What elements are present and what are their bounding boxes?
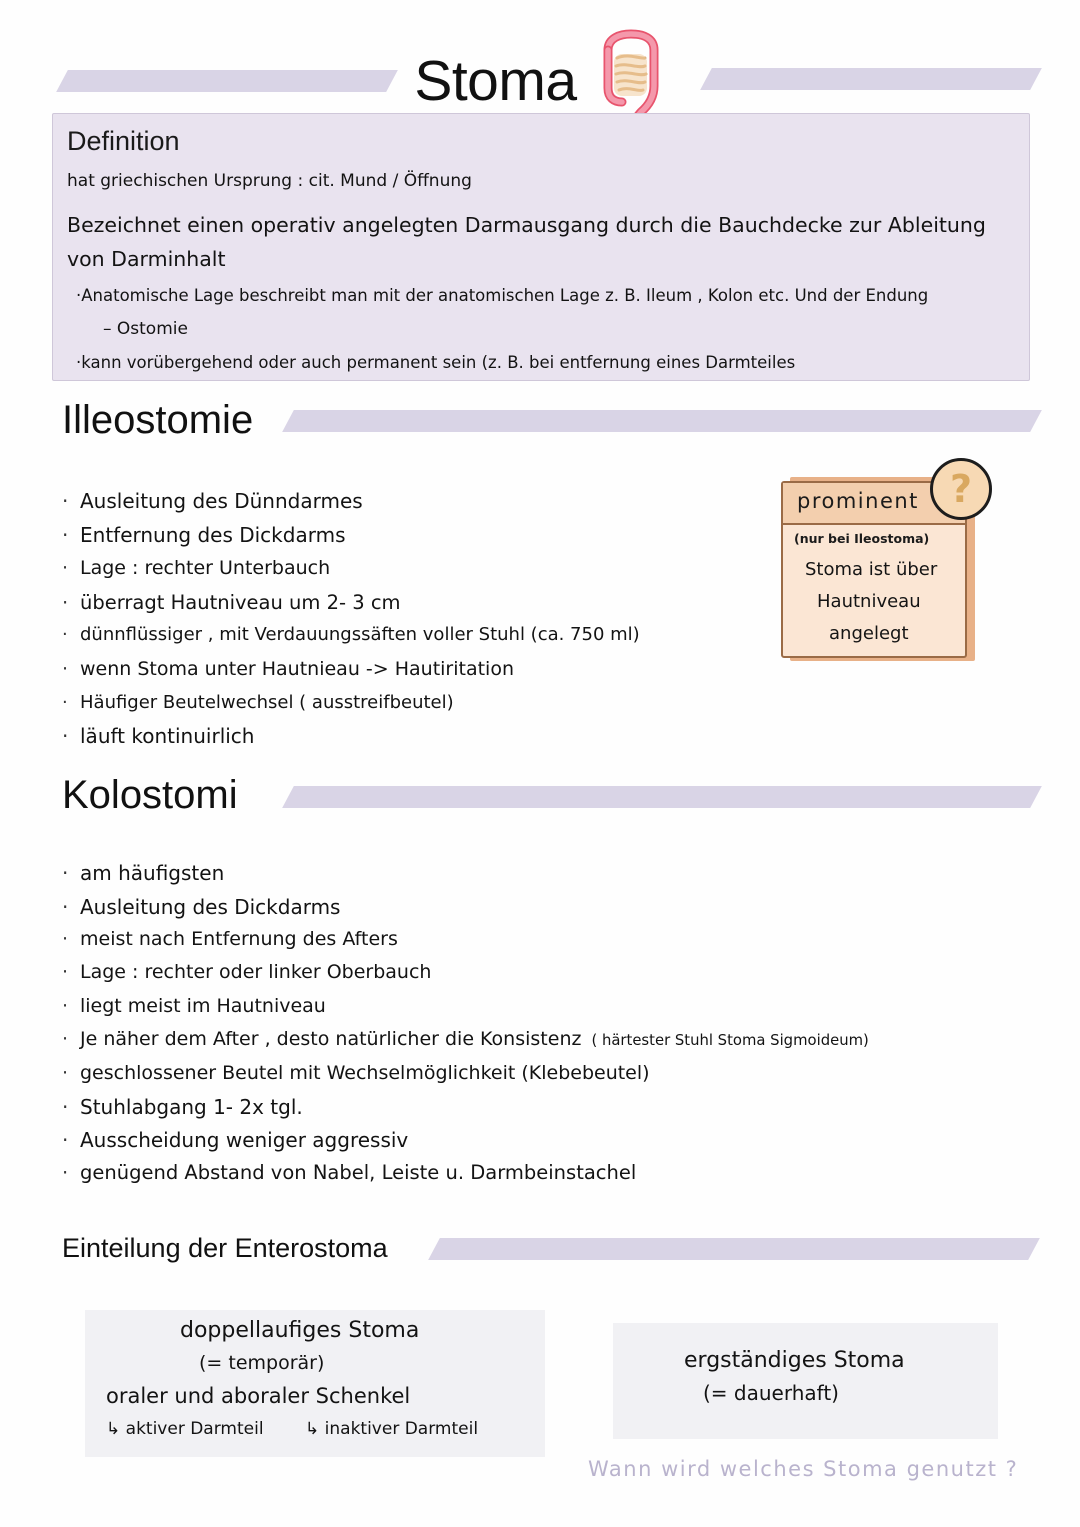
bullet-dot: · [62, 861, 69, 885]
kolostomi-bullet-label: Ausscheidung weniger aggressiv [80, 1128, 409, 1152]
definition-panel [52, 113, 1030, 381]
left-box-active-leg [106, 1419, 264, 1439]
ileostomie-bullet-label: Häufiger Beutelwechsel ( ausstreifbeutel) [80, 692, 454, 713]
arrow-icon: ↳ [305, 1419, 320, 1439]
bullet-dot: · [76, 353, 82, 372]
kolostomi-bullet [62, 1062, 650, 1084]
kolostomi-bullet [62, 1095, 303, 1119]
definition-bullet-1-label: Anatomische Lage beschreibt man mit der anatomischen Lage z. B. Ileum , Kolon etc. Und der Endung [81, 286, 929, 305]
ileostomie-bullet-label: Entfernung des Dickdarms [80, 523, 346, 547]
ileostomie-bullet [62, 523, 346, 547]
arrow-icon: ↳ [106, 1419, 121, 1439]
bullet-dot: · [62, 624, 68, 645]
right-box-title: ergständiges Stoma [684, 1348, 905, 1373]
ileostomie-bullet [62, 658, 514, 680]
ileostomie-banner [282, 410, 1042, 432]
kolostomi-bullet [62, 861, 224, 885]
definition-subline: – Ostomie [103, 319, 188, 339]
question-mark-badge-icon [930, 458, 992, 520]
kolostomi-bullet [62, 961, 431, 983]
ileostomie-bullet-label: überragt Hautniveau um 2- 3 cm [80, 591, 401, 614]
definition-bullet-1 [76, 286, 928, 305]
section-heading-ileostomie: Illeostomie [62, 398, 254, 442]
bullet-dot: · [62, 1095, 69, 1119]
kolostomi-bullet-label: meist nach Entfernung des Afters [80, 928, 398, 950]
kolostomi-bullet-label: Lage : rechter oder linker Oberbauch [80, 961, 432, 983]
definition-heading: Definition [67, 126, 180, 156]
left-box-subtitle: (= temporär) [199, 1352, 325, 1374]
kolostomi-bullet-label: Stuhlabgang 1- 2x tgl. [80, 1095, 303, 1119]
left-box-title: doppellaufiges Stoma [180, 1318, 420, 1343]
bullet-dot: · [62, 1028, 69, 1050]
bullet-dot: · [76, 286, 82, 305]
section-heading-enterostoma: Einteilung der Enterostoma [62, 1233, 388, 1263]
bullet-dot: · [62, 557, 69, 579]
kolostomi-bullet [62, 895, 340, 919]
kolostomi-bullet [62, 928, 398, 950]
kolostomi-bullet [62, 1128, 408, 1152]
ileostomie-bullet [62, 557, 330, 579]
kolostomi-consistency-note: ( härtester Stuhl Stoma Sigmoideum) [591, 1032, 869, 1049]
kolostomi-bullet-label: geschlossener Beutel mit Wechselmöglichkeit (Klebebeutel) [80, 1062, 650, 1084]
kolostomi-bullet-label: genügend Abstand von Nabel, Leiste u. Darmbeinstachel [80, 1161, 637, 1184]
kolostomi-banner [282, 786, 1042, 808]
bullet-dot: · [62, 489, 69, 513]
definition-bullet-2 [76, 353, 795, 372]
section-heading-kolostomi: Kolostomi [62, 773, 238, 817]
bullet-dot: · [62, 961, 69, 983]
footer-question: Wann wird welches Stoma genutzt ? [588, 1457, 1019, 1481]
left-box-active-leg-label: aktiver Darmteil [125, 1419, 264, 1439]
bullet-dot: · [62, 692, 68, 713]
definition-line-1: hat griechischen Ursprung : cit. Mund / Öffnung [67, 171, 472, 191]
definition-line-3: von Darminhalt [67, 247, 226, 271]
ileostomie-bullet [62, 489, 363, 513]
kolostomi-bullet-label: Je näher dem After , desto natürlicher die Konsistenz [80, 1028, 582, 1050]
ileostomie-bullet-label: dünnflüssiger , mit Verdauungssäften voller Stuhl (ca. 750 ml) [80, 624, 640, 645]
ileostomie-bullet [62, 624, 640, 645]
definition-line-2: Bezeichnet einen operativ angelegten Darmausgang durch die Bauchdecke zur Ableitung [67, 213, 986, 237]
ileostomie-bullet-label: Ausleitung des Dünndarmes [80, 489, 363, 513]
right-box-subtitle: (= dauerhaft) [703, 1381, 839, 1405]
sticky-note-line-2: Hautniveau [817, 591, 921, 612]
ileostomie-bullet [62, 692, 454, 713]
definition-bullet-2-label: kann vorübergehend oder auch permanent sein (z. B. bei entfernung eines Darmteiles [81, 353, 796, 372]
ileostomie-bullet-label: läuft kontinuirlich [80, 724, 255, 748]
sticky-note-line-1: Stoma ist über [805, 559, 938, 580]
sticky-note-title: prominent [797, 489, 919, 513]
bullet-dot: · [62, 1161, 69, 1184]
left-box-inactive-leg-label: inaktiver Darmteil [324, 1419, 479, 1439]
question-mark-glyph: ? [949, 467, 973, 511]
sticky-note-subtitle: (nur bei Ileostoma) [794, 531, 930, 546]
ileostomie-bullet [62, 724, 254, 748]
bullet-dot: · [62, 591, 69, 614]
bullet-dot: · [62, 658, 69, 680]
bullet-dot: · [62, 928, 69, 950]
kolostomi-bullet-label: liegt meist im Hautniveau [80, 995, 326, 1017]
sticky-note-line-3: angelegt [829, 623, 909, 644]
kolostomi-bullet [62, 1161, 636, 1184]
ileostomie-bullet [62, 591, 401, 614]
left-box-inactive-leg [305, 1419, 478, 1439]
enterostoma-banner [428, 1238, 1040, 1260]
ileostomie-bullet-label: Lage : rechter Unterbauch [80, 557, 331, 579]
page-title: Stoma [414, 48, 577, 113]
kolostomi-bullet-consistency [62, 1028, 869, 1050]
bullet-dot: · [62, 1128, 69, 1152]
bullet-dot: · [62, 724, 69, 748]
bullet-dot: · [62, 895, 69, 919]
bullet-dot: · [62, 1062, 69, 1084]
kolostomi-bullet [62, 995, 326, 1017]
left-box-schenkel-row: oraler und aboraler Schenkel [106, 1384, 411, 1408]
bullet-dot: · [62, 523, 69, 547]
ileostomie-bullet-label: wenn Stoma unter Hautnieau -> Hautiritation [80, 658, 515, 680]
kolostomi-bullet-label: Ausleitung des Dickdarms [80, 895, 341, 919]
kolostomi-bullet-label: am häufigsten [80, 861, 225, 885]
bullet-dot: · [62, 995, 69, 1017]
